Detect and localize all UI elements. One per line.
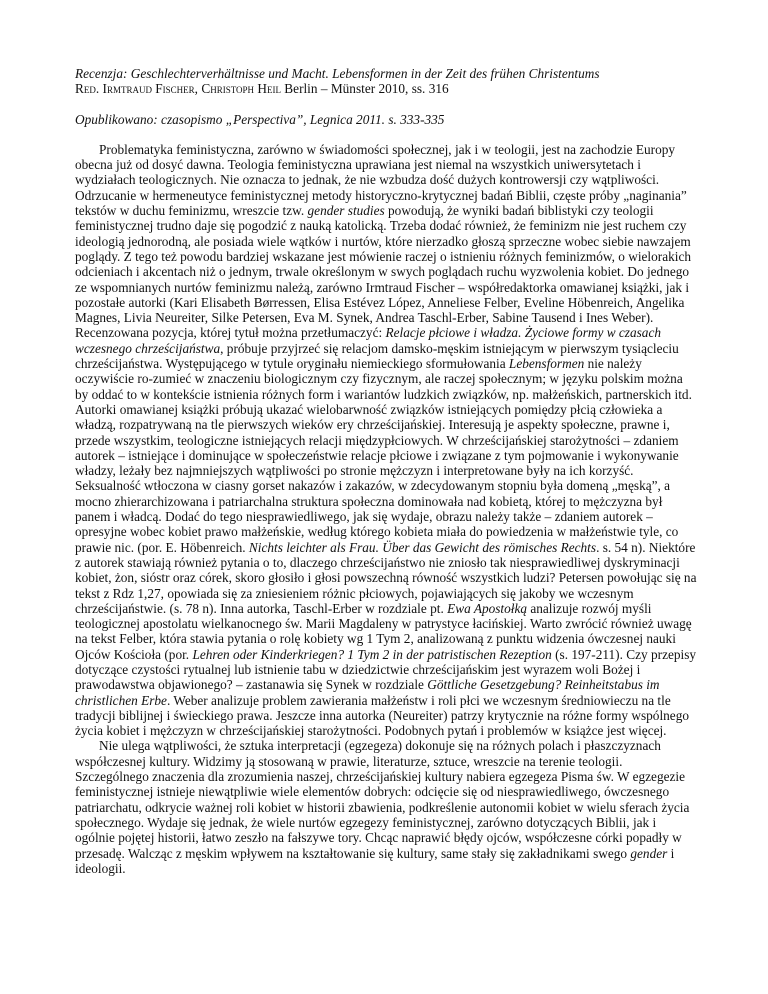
text-run: . Weber analizuje problem zawierania małżeństw i roli płci we wczesnym średniowieczu na tle tradycji biblijnej i świeckiego prawa. Jeszcze inna autorka (Neureiter) patrzy krytycznie na różne formy wspólnego życia kobiet i mężczyzn w chrześcijańskiej starożytności. Podobnych pytań i problemów w książce jest więcej.: [75, 692, 689, 739]
text-run: (s. 197-211). Czy przepisy dotyczące czystości rytualnej lub istnienie tabu w dziedzictwie chrześcijańskim jest wyrazem woli Bożej i prawodawstwa objawionego? – zastanawia się Synek w rozdziale: [75, 646, 697, 693]
text-run: analizuje rozwój myśli teologicznej apostolatu wielkanocnego św. Marii Magdaleny w patrystyce łacińskiej. Warto zwrócić również uwagę na tekst Felber, która stawia pytania o rolę kobiety wg 1 Tym 2, analizowaną z punktu widzenia ówczesnej nauki Ojców Kościoła (por.: [75, 600, 692, 662]
italic-phrase: Ewa Apostołką: [447, 600, 528, 616]
review-body: [75, 142, 697, 876]
italic-phrase: Nichts leichter als Frau. Über das Gewicht des römisches Rechts: [248, 539, 597, 555]
red-prefix: Red.: [75, 81, 103, 97]
italic-phrase: gender studies: [307, 203, 385, 219]
text-run: Problematyka feministyczna, zarówno w świadomości społecznej, jak i w teologii, jest na zachodzie Europy obecna już od dosyć dawna. Teologia feministyczna uprawiana jest niemal na wszystkich uniwersytetach i wydziałach teologicznych. Nie oznacza to jednak, że nie wzbudza dość dużych kontrowersji czy wątpliwości. Odrzucanie w hermeneutyce feministycznej metody historyczno-krytycznej badań Biblii, częste próby „naginania” tekstów w duchu feminizmu, wreszcie tzw.: [75, 141, 687, 219]
text-run: i ideologii.: [75, 845, 675, 876]
review-title: Recenzja: Geschlechterverhältnisse und Macht. Lebensformen in der Zeit des frühen Christentums: [75, 66, 600, 81]
text-run: powodują, że wyniki badań biblistyki czy teologii feministycznej trudno daje się pogodzić z nauką katolicką. Trzeba dodać również, że feminizm nie jest ruchem czy ideologią jednorodną, ale posiada wiele wątków i nurtów, które nierzadko głoszą sprzeczne wobec siebie nawzajem poglądy. Z tego też powodu bardziej wskazane jest mówienie raczej o istnieniu różnych feminizmów, o wielorakich odcieniach i akcentach niż o jednym, trwale określonym w swych poglądach ruchu wyzwolenia kobiet. Do jednego ze wspomnianych nurtów feminizmu należą, zarówno Irmtraud Fischer – współredaktorka omawianej książki, jak i pozostałe autorki (Kari Elisabeth Børressen, Elisa Estévez López, Anneliese Felber, Eveline Höbenreich, Angelika Magnes, Livia Neureiter, Silke Petersen, Eva M. Synek, Andrea Taschl-Erber, Sabine Tausend i Ines Weber). Recenzowana pozycja, której tytuł można przetłumaczyć:: [75, 203, 691, 341]
text-run: . s. 54 n). Niektóre z autorek stawiają również pytania o to, dlaczego chrześcijaństwo nie zniosło tak niesprawiedliwej dyskryminacji kobiet, żon, sióstr oraz córek, skoro głosiło i głosi powszechną równość wszystkich ludzi? Petersen powołując się na tekst z Rdz 1,27, opowiada się za zniesieniem różnic płciowych, pojawiających się jakoby we wczesnym chrześcijaństwie. (s. 78 n). Inna autorka, Taschl-Erber w rozdziale pt.: [75, 539, 697, 616]
text-run: nie należy oczywiście ro-zumieć w znaczeniu biologicznym czy fizycznym, ale raczej społecznym; w języku polskim można by oddać to w kontekście istnienia różnych form i wariantów ludzkich związków, np. małżeńskich, partnerskich itd. Autorki omawianej książki próbują ukazać wielobarwność związków istniejących pomiędzy płcią człowieka a władzą, rozpatrywaną na tle pierwszych wieków ery chrześcijańskiej. Interesują je aspekty społeczne, prawne i, przede wszystkim, teologiczne istniejących relacji międzypłciowych. W chrześcijańskiej starożytności – zdaniem autorek – istniejące i dominujące w społeczeństwie relacje płciowe i związane z tym pojmowanie i wykonywanie władzy, leżały bez najmniejszych wątpliwości po stronie mężczyzn i interpretowane były na ich korzyść. Seksualność wtłoczona w ciasny gorset nakazów i zakazów, w zdecydowanym stopniu była domeną „męską”, a mocno zhierarchizowana i patriarchalna struktura społeczna dominowała nad kobietą, której to mężczyzna był panem i władcą. Dodać do tego niesprawiedliwego, jak się wydaje, obrazu należy także – zdaniem autorek – opresyjne wobec kobiet prawo małżeńskie, według którego kobieta miała do powiedzenia w małżeństwie tyle, co prawie nic. (por. E. Höbenreich.: [75, 356, 692, 555]
published-in: Opublikowano: czasopismo „Perspectiva”, Legnica 2011. s. 333-335: [75, 111, 445, 127]
editors-line: [75, 81, 697, 96]
italic-phrase: Relacje płciowe i władza. Życiowe formy w czasach wczesnego chrześcijaństwa: [75, 325, 661, 356]
review-header: [75, 66, 697, 127]
publication-info: Berlin – Münster 2010, ss. 316: [280, 81, 449, 97]
italic-phrase: Lehren oder Kinderkriegen? 1 Tym 2 in der patristischen Rezeption: [192, 646, 552, 662]
body-paragraph-1: [75, 142, 697, 739]
italic-phrase: gender: [630, 845, 668, 861]
review-page: [75, 66, 697, 876]
body-paragraph-2: [75, 738, 697, 876]
italic-phrase: Lebensformen: [508, 356, 585, 372]
italic-phrase: Göttliche Gesetzgebung? Reinheitstabus im christlichen Erbe: [75, 677, 660, 708]
text-run: , próbuje przyjrzeć się relacjom damsko-męskim istniejącym w pierwszym tysiącleciu chrześcijaństwa. Występującego w tytule oryginału niemieckiego sformułowania: [75, 340, 679, 372]
text-run: Nie ulega wątpliwości, że sztuka interpretacji (egzegeza) dokonuje się na różnych polach i płaszczyznach współczesnej kultury. Widzimy ją stosowaną w prawie, literaturze, sztuce, wreszcie na terenie teologii. Szczególnego znaczenia dla zrozumienia naszej, chrześcijańskiej kultury nabiera egzegeza Pisma św. W egzegezie feministycznej istnieje niewątpliwie wiele elementów dobrych: odcięcie się od niesprawiedliwego, ówczesnego patriarchatu, odkrycie ważnej roli kobiet w historii zbawienia, podkreślenie autonomii kobiet w wielu sferach życia społecznego. Wydaje się jednak, że wiele nurtów egzegezy feministycznej, zarówno dotyczących Biblii, jak i ogólnie pojętej historii, łatwo zeszło na fałszywe tory. Chcąc naprawić błędy ojców, współczesne córki popadły w przesadę. Walcząc z męskim wpływem na kształtowanie się kultury, same stały się zakładnikami swego: [75, 738, 690, 861]
editors-names: Irmtraud Fischer, Christoph Heil: [102, 81, 281, 97]
